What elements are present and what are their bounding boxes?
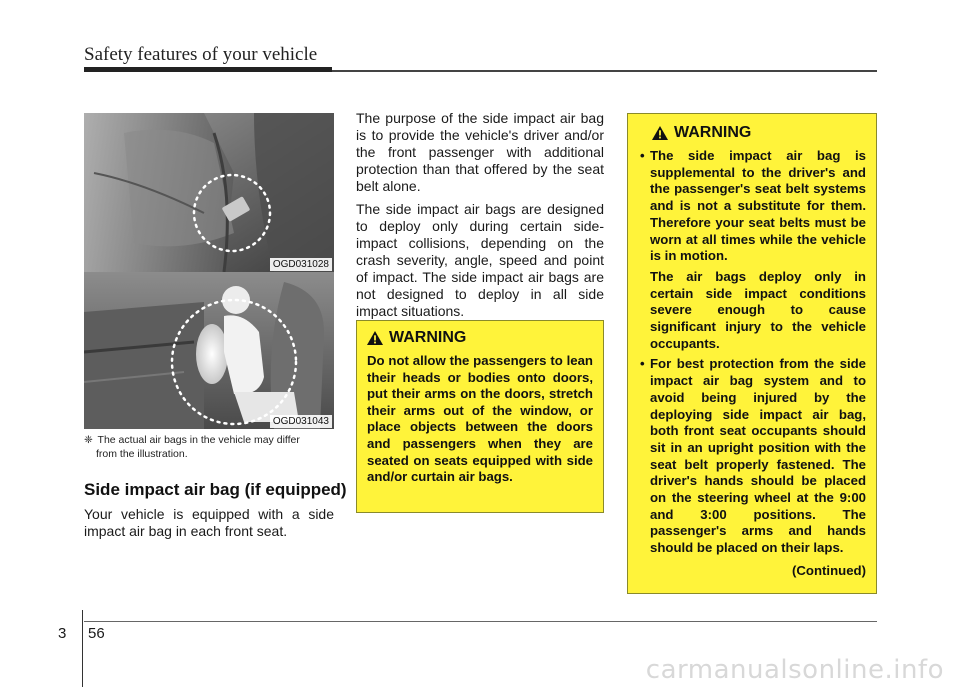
warning-triangle-icon — [367, 331, 383, 345]
header-rule-thin — [332, 70, 877, 72]
warning-heading — [367, 329, 593, 347]
note-mark: ❈ — [84, 434, 93, 446]
footer-rule — [84, 621, 877, 622]
figure-code: OGD031028 — [270, 258, 332, 271]
paragraph: The purpose of the side impact air bag is to provide the vehicle's driver and/or the front passenger with additional protection than that offered by the seat belt alone. — [356, 110, 604, 194]
warning-box-doors — [356, 320, 604, 513]
warning-body: Do not allow the passengers to lean their heads or bodies onto doors, put their arms on the doors, stretch their arms out of the window, or place objects between the doors and passengers when they are seated on seats equipped with side and/or curtain air bags. — [367, 353, 593, 485]
illustration-note — [84, 433, 336, 461]
figure-code: OGD031043 — [270, 415, 332, 428]
seat-airbag-photo — [84, 113, 334, 272]
warning-triangle-icon — [652, 126, 668, 140]
watermark: carmanualsonline.info — [645, 655, 944, 685]
deployment-illustration — [84, 272, 334, 429]
warning-paragraph: The side impact air bag is supplemental to the driver's and the passenger's seat belt systems and is not a substitute for them. Therefore your seat belts must be worn at all times while the vehicle is in motion. — [650, 148, 866, 264]
section-heading: Side impact air bag (if equipped) — [84, 480, 347, 499]
header-rule — [84, 67, 332, 72]
warning-title: WARNING — [389, 329, 467, 346]
warning-box-seat-belts — [627, 113, 877, 594]
airbag-deployment-photo — [84, 272, 334, 429]
page-number: 56 — [88, 625, 105, 642]
paragraph: The side impact air bags are designed to deploy only during certain side-impact collisions, depending on the crash severity, angle, speed and point of impact. The side impact air bags are not designed to deploy in all side impact situations. — [356, 201, 604, 319]
warning-title: WARNING — [674, 124, 752, 141]
page-number-divider — [82, 610, 83, 687]
running-header: Safety features of your vehicle — [84, 44, 318, 65]
warning-paragraph: For best protection from the side impact air bag system and to avoid being injured by the deploying side impact air bag, both front seat occupants should sit in an upright position with the seat belt properly fastened. The driver's hands should be placed on the steering wheel at the 9:00 and 3:00 positions. The passenger's arms and hands should be placed on their laps. — [650, 356, 866, 556]
chapter-number: 3 — [58, 625, 67, 642]
note-text-line2: from the illustration. — [96, 448, 188, 460]
continued-label: (Continued) — [792, 562, 866, 578]
warning-bullet — [640, 148, 866, 356]
warning-bullet — [640, 356, 866, 560]
bullet-dot: • — [640, 356, 645, 372]
purpose-text — [356, 110, 604, 326]
warning-paragraph: The air bags deploy only in certain side impact conditions severe enough to cause significant injury to the vehicle occupants. — [650, 268, 866, 351]
warning-heading — [640, 124, 866, 142]
note-text-line1: The actual air bags in the vehicle may differ — [97, 434, 300, 446]
intro-paragraph: Your vehicle is equipped with a side impact air bag in each front seat. — [84, 506, 334, 539]
seat-illustration — [84, 113, 334, 272]
bullet-dot: • — [640, 148, 645, 163]
